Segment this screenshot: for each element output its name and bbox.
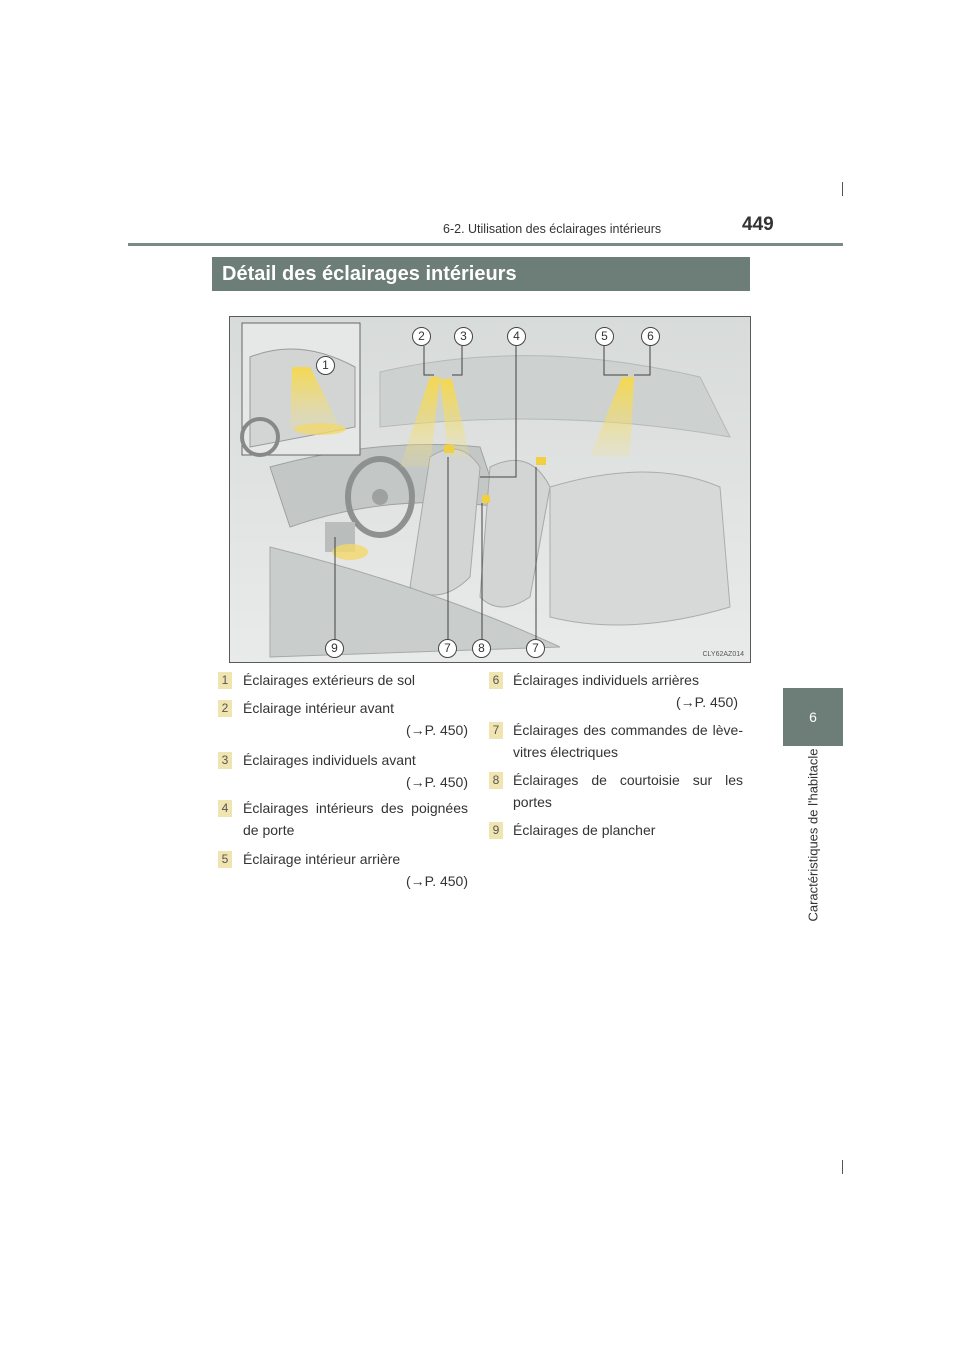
running-head: 6-2. Utilisation des éclairages intérieurs <box>443 222 662 236</box>
legend-number: 3 <box>218 752 232 769</box>
car-interior-illustration <box>230 317 751 663</box>
page-reference: (→P. 450) <box>406 722 468 738</box>
legend-item-8 <box>489 769 743 815</box>
legend-item-7 <box>489 719 743 765</box>
callout-2: 2 <box>412 327 431 346</box>
legend-number: 6 <box>489 672 503 689</box>
crop-mark-top <box>842 182 843 196</box>
page-reference: (→P. 450) <box>676 694 738 710</box>
legend-text: Éclairages de courtoisie sur les portes <box>513 772 743 810</box>
legend-number: 8 <box>489 772 503 789</box>
crop-mark-bottom <box>842 1160 843 1174</box>
header-rule <box>128 243 843 246</box>
legend-item-6 <box>489 669 743 715</box>
legend-item-5 <box>218 848 468 894</box>
callout-3: 3 <box>454 327 473 346</box>
chapter-tab: 6 <box>783 688 843 746</box>
callout-6: 6 <box>641 327 660 346</box>
legend-text: Éclairages intérieurs des poignées de porte <box>243 800 468 838</box>
legend-number: 5 <box>218 851 232 868</box>
callout-9: 9 <box>325 639 344 658</box>
legend-item-1 <box>218 669 468 691</box>
legend-text: Éclairage intérieur arrière <box>243 851 401 867</box>
legend-text: Éclairages individuels arrières <box>513 672 699 688</box>
callout-7-right: 7 <box>526 639 545 658</box>
callout-4: 4 <box>507 327 526 346</box>
legend-item-3 <box>218 749 468 795</box>
figure-code: CLY62AZ014 <box>702 651 744 658</box>
callout-8: 8 <box>472 639 491 658</box>
legend-item-9 <box>489 819 743 841</box>
legend-number: 2 <box>218 700 232 717</box>
legend-text: Éclairages individuels avant <box>243 752 416 768</box>
legend-item-4 <box>218 797 468 843</box>
section-title: Détail des éclairages intérieurs <box>212 257 750 291</box>
legend-number: 4 <box>218 800 232 817</box>
page-reference: (→P. 450) <box>406 774 468 790</box>
chapter-caption: Caractéristiques de l'habitacle <box>805 748 821 922</box>
legend-text: Éclairages extérieurs de sol <box>243 672 415 688</box>
page-number: 449 <box>742 214 774 235</box>
page-reference: (→P. 450) <box>406 873 468 889</box>
legend-number: 9 <box>489 822 503 839</box>
legend-item-2 <box>218 697 468 743</box>
legend-number: 7 <box>489 722 503 739</box>
legend-number: 1 <box>218 672 232 689</box>
legend-text: Éclairages de plancher <box>513 822 656 838</box>
callout-5: 5 <box>595 327 614 346</box>
callout-1: 1 <box>316 356 335 375</box>
interior-lights-figure <box>229 316 751 663</box>
legend-text: Éclairage intérieur avant <box>243 700 394 716</box>
legend-text: Éclairages des commandes de lève-vitres électriques <box>513 722 743 760</box>
callout-7-left: 7 <box>438 639 457 658</box>
